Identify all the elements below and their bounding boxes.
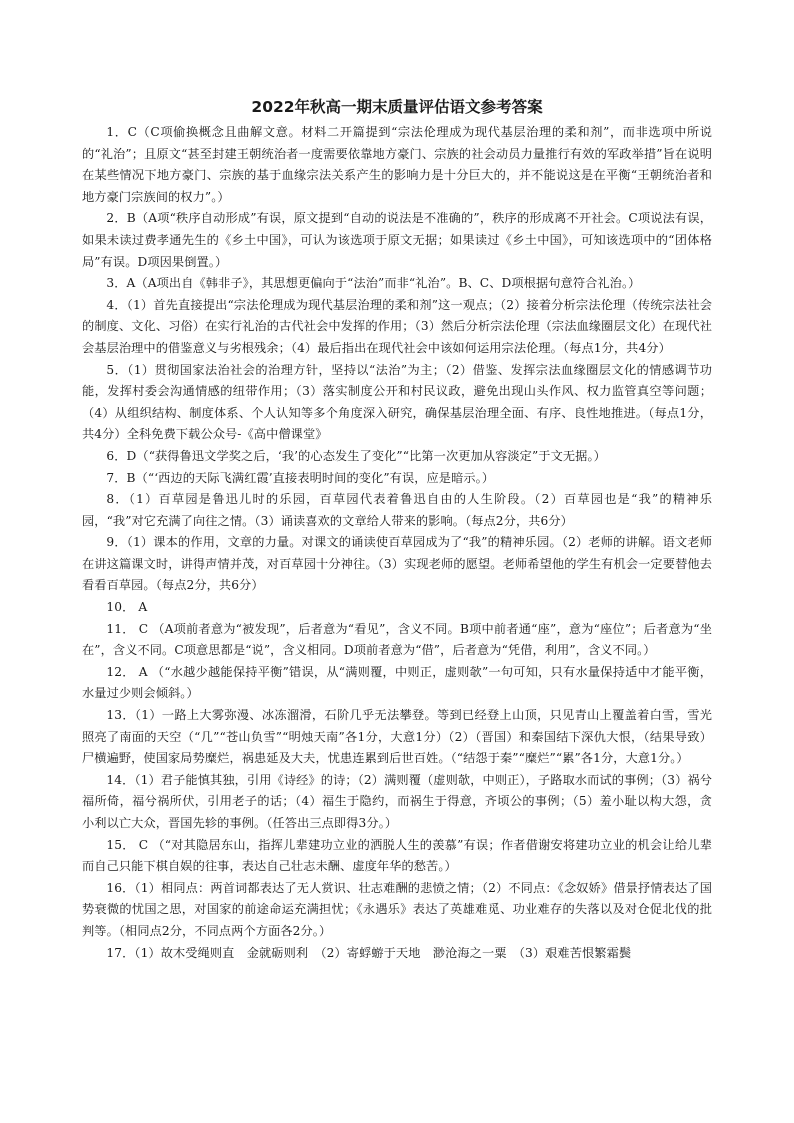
answer-item-12: 12． A （“水越少越能保持平衡”错误，从“满则覆，中则正，虚则欹”一句可知，只有水量保持适中才能平衡，水量过少则会倾斜。） [82, 664, 712, 701]
answer-item-4: 4．（1）首先直接提出“宗法伦理成为现代基层治理的柔和剂”这一观点；（2）接着分析宗法伦理（传统宗法社会的制度、文化、习俗）在实行礼治的古代社会中发挥的作用；（3）然后分析宗法伦理（宗法血缘圈层文化）在现代社会基层治理中的借鉴意义与劣根残余；（4）最后指出在现代社会中该如何运用宗法伦理。（每点1分，共4分） [82, 297, 712, 355]
page-title: 2022年秋高一期末质量评估语文参考答案 [251, 98, 543, 116]
answer-item-14: 14．（1）君子能慎其独，引用《诗经》的诗；（2）满则覆（虚则欹，中则正），子路取水而试的事例；（3）祸兮福所倚，福兮祸所伏，引用老子的话；（4）福生于隐约，而祸生于得意，齐顷公的事例；（5）羞小耻以构大怨，贪小利以亡大众，晋国先轸的事例。（任答出三点即得3分。） [82, 772, 712, 830]
answer-item-16: 16．（1）相同点：两首词都表达了无人赏识、壮志难酬的悲愤之情；（2）不同点：《念奴娇》借景抒情表达了国势衰微的忧国之思，对国家的前途命运充满担忧；《永遇乐》表达了英雄难觅、功业难存的失落以及对仓促北伐的批判等。（相同点2分，不同点两个方面各2分。） [82, 880, 712, 938]
answer-item-15: 15． C （“对其隐居东山，指挥儿辈建功立业的洒脱人生的羡慕”有误；作者借谢安将建功立业的机会让给儿辈而自己只能下棋自娱的往事，表达自己壮志未酬、虚度年华的愁苦。） [82, 837, 712, 874]
answer-item-10: 10． A [106, 600, 148, 615]
answer-item-7: 7．B（“‘西边的天际飞满红霞’直接表明时间的变化”有误，应是暗示。） [106, 470, 495, 485]
answer-item-5: 5．（1）贯彻国家法治社会的治理方针，坚持以“法治”为主；（2）借鉴、发挥宗法血缘圈层文化的情感调节功能，发挥村委会沟通情感的纽带作用；（3）落实制度公开和村民议政，避免出现山头作风、权力监管真空等问题；（4）从组织结构、制度体系、个人认知等多个角度深入研究，确保基层治理全面、有序、良性地推进。（每点1分，共4分）全科免费下载公众号-《高中僧课堂》 [82, 362, 712, 442]
answer-list [82, 122, 712, 964]
answer-item-8: 8．（1）百草园是鲁迅儿时的乐园，百草园代表着鲁迅自由的人生阶段。（2）百草园也是“我”的精神乐园，“我”对它充满了向往之情。（3）诵读喜欢的文章给人带来的影响。（每点2分，共6分） [82, 492, 712, 528]
answer-item-9: 9．（1）课本的作用，文章的力量。对课文的诵读使百草园成为了“我”的精神乐园。（2）老师的讲解。语文老师在讲这篇课文时，讲得声情并茂，对百草园十分神往。（3）实现老师的愿望。老师希望他的学生有机会一定要替他去看看百草园。（每点2分，共6分） [82, 535, 712, 593]
answer-item-13: 13．（1）一路上大雾弥漫、冰冻溜滑，石阶几乎无法攀登。等到已经登上山顶，只见青山上覆盖着白雪，雪光照亮了南面的天空（“几”“苍山负雪”“明烛天南”各1分，大意1分）（2）（晋国）和秦国结下深仇大恨，（结果导致）尸横遍野，使国家局势糜烂，祸患延及大夫，忧患连累到后世百姓。（“结怨于秦”“糜烂”“累”各1分，大意1分。） [82, 708, 712, 766]
answer-item-6: 6．D（“获得鲁迅文学奖之后，‘我’的心态发生了变化”“比第一次更加从容淡定”于文无据。） [106, 448, 606, 463]
answer-sheet [82, 96, 712, 964]
answer-item-11: 11． C （A项前者意为“被发现”，后者意为“看见”，含义不同。B项中前者通“座”，意为“座位”；后者意为“坐在”，含义不同。C项意思都是“说”，含义相同。D项前者意为“借”，后者意为“凭借，利用”，含义不同。） [82, 621, 712, 658]
answer-item-3: 3．A（A项出自《韩非子》，其思想更偏向于“法治”而非“礼治”。B、C、D项根据句意符合礼治。） [106, 276, 641, 291]
answer-item-17: 17．（1）故木受绳则直 金就砺则利 （2）寄蜉蝣于天地 渺沧海之一粟 （3）艰难苦恨繁霜鬓 [106, 945, 632, 960]
answer-item-1: 1．C（C项偷换概念且曲解文意。材料二开篇提到“宗法伦理成为现代基层治理的柔和剂”，而非选项中所说的“礼治”；且原文“甚至封建王朝统治者一度需要依靠地方豪门、宗族的社会动员力量推行有效的军政举措”旨在说明在某些情况下地方豪门、宗族的基于血缘宗法关系产生的影响力是十分巨大的，并不能说这是在平衡“王朝统治者和地方豪门宗族间的权力”。） [82, 125, 712, 204]
answer-item-2: 2．B（A项“秩序自动形成”有误，原文提到“自动的说法是不准确的”，秩序的形成离不开社会。C项说法有误，如果未读过费孝通先生的《乡土中国》，可认为该选项于原文无据；如果读过《乡土中国》，可知该选项中的“团体格局”有误。D项因果倒置。） [82, 211, 712, 269]
